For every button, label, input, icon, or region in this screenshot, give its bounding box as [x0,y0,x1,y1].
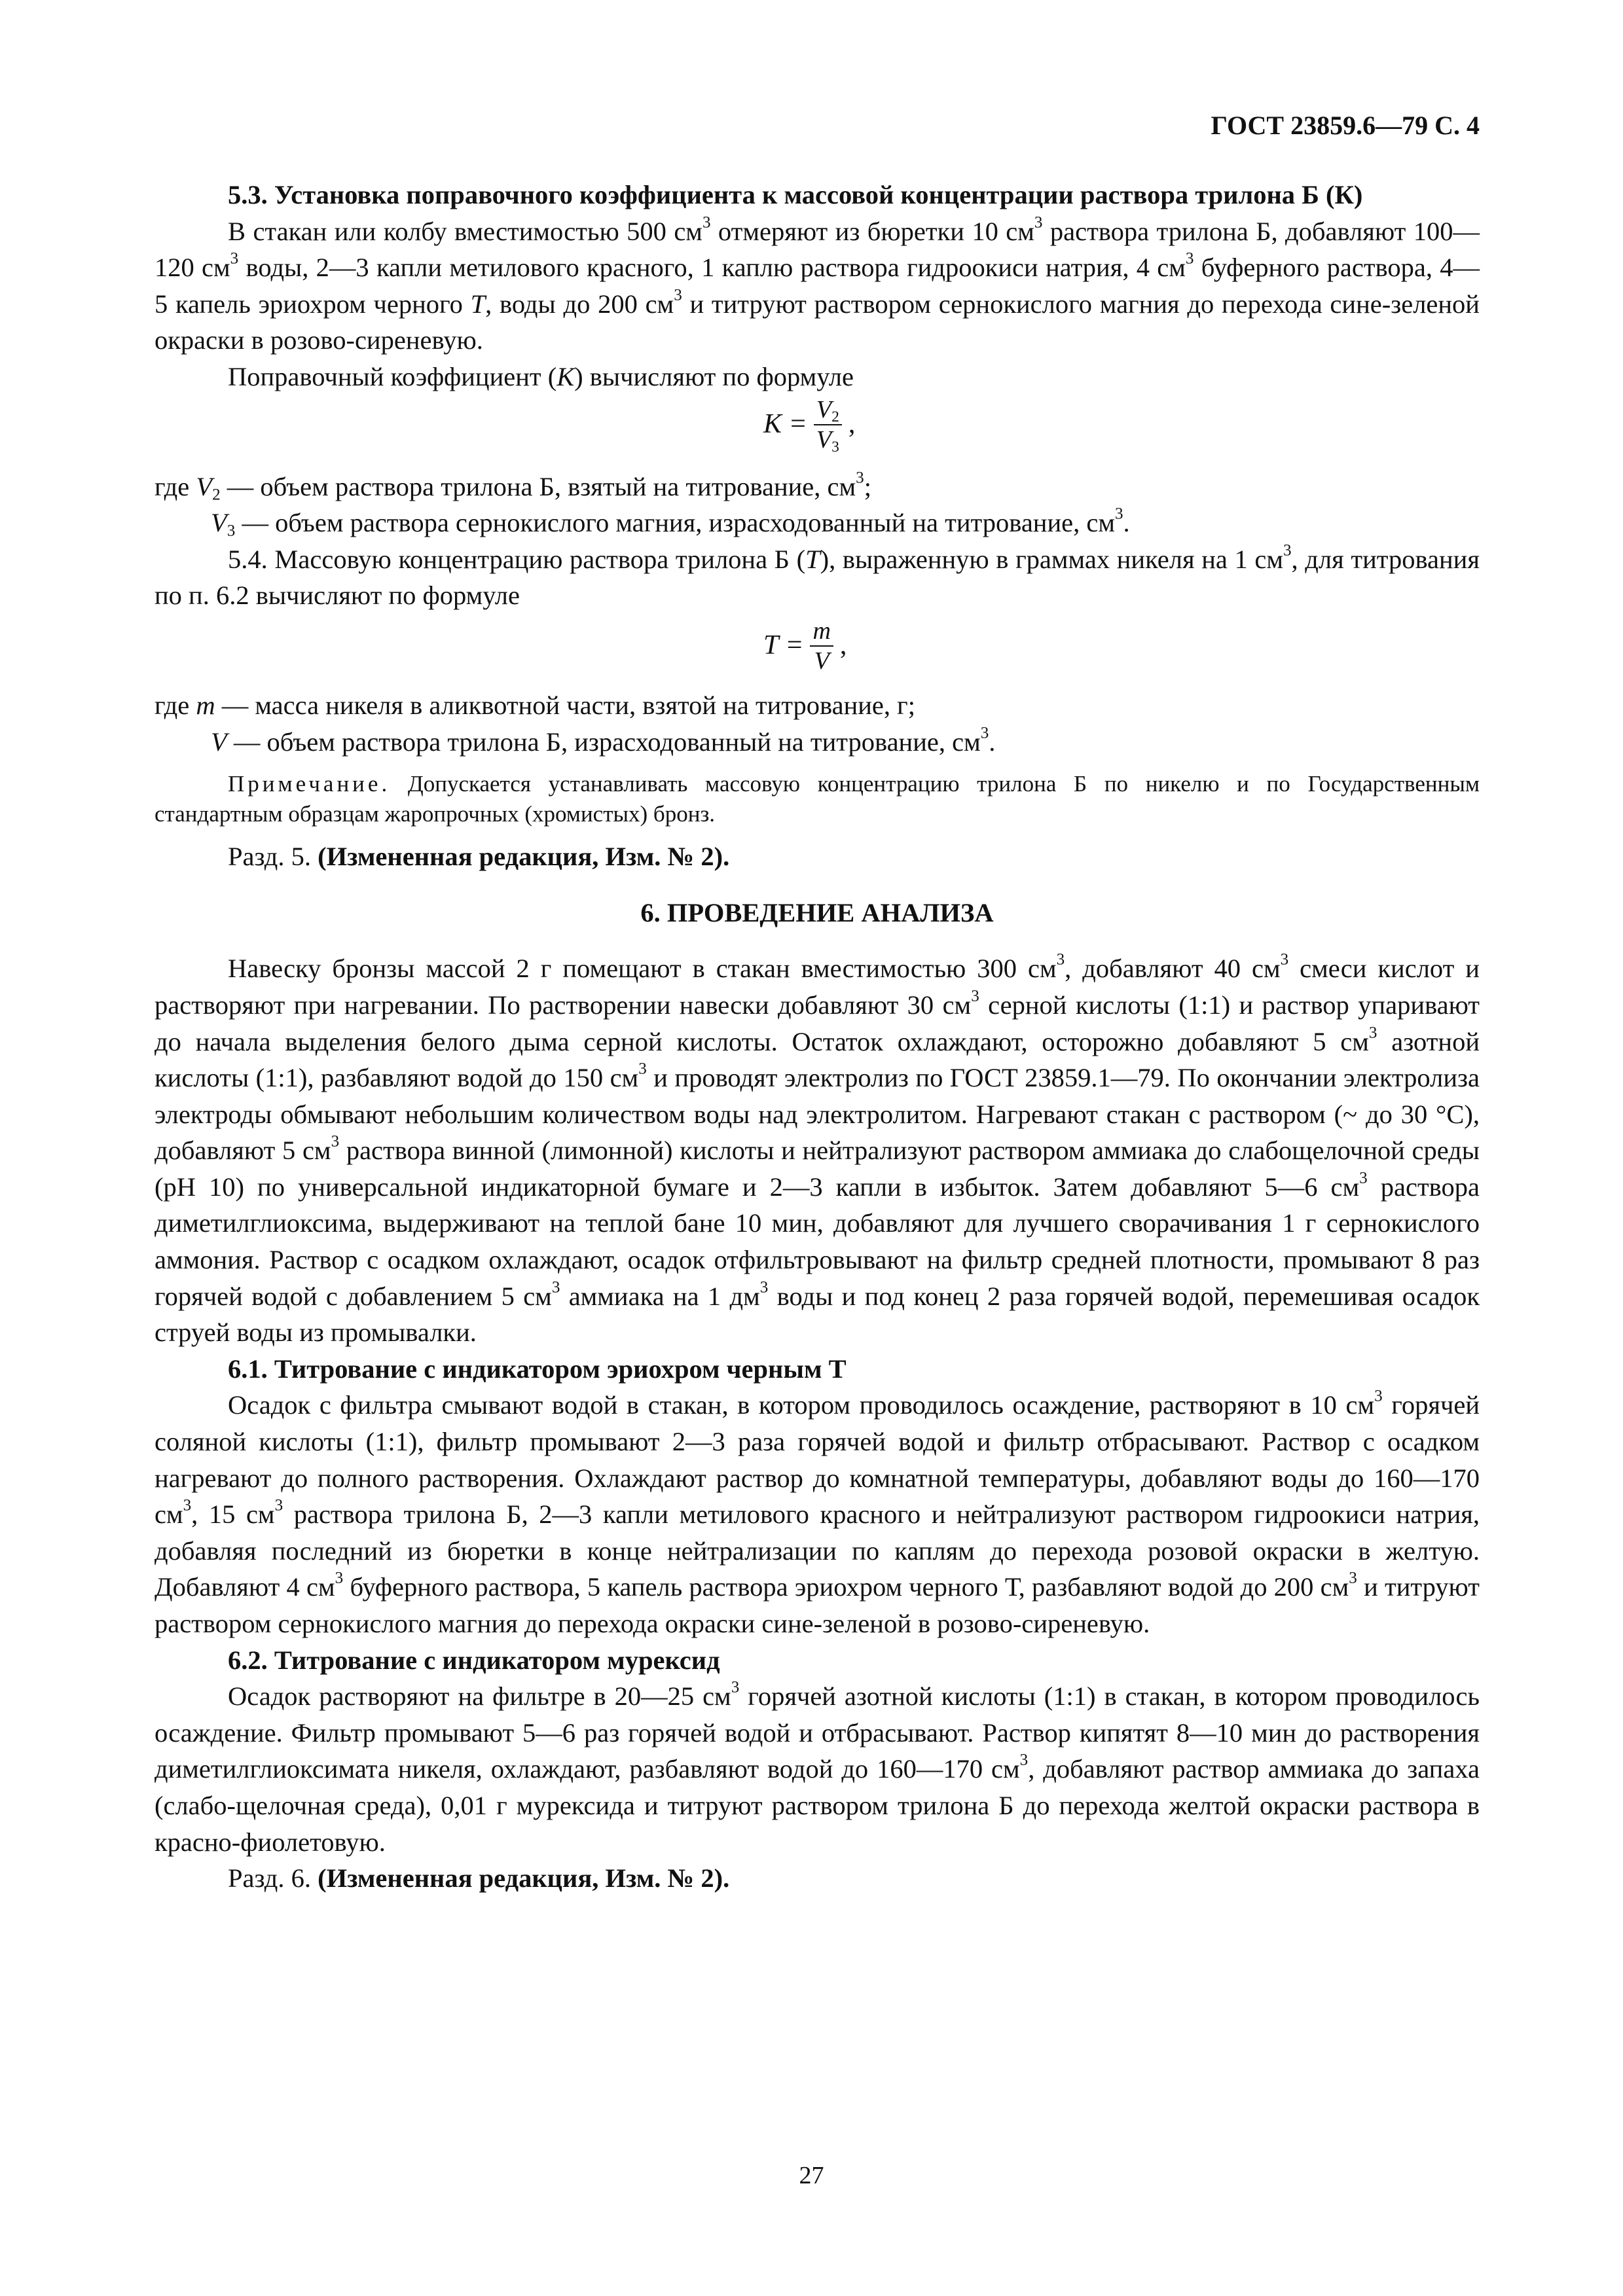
where-m: где m — масса никеля в аликвотной части, взятой на титрование, г; [155,690,916,720]
document-header: ГОСТ 23859.6—79 С. 4 [1211,111,1480,140]
razd-6-amendment: Разд. 6. (Измененная редакция, Изм. № 2). [228,1863,730,1893]
section-6-2-paragraph: Осадок растворяют на фильтре в 20—25 $см^3$ горячей азотной кислоты (1:1) в стакан, в котором проводилось осаждение. Фильтр промывают 5—6 раз горячей водой и отбрасывают. Раствор кипятят 8—10 мин до растворения диметилглиоксимата никеля, охлаждают, разбавляют водой до 160—170 $см^3$, добавляют раствор аммиака до запаха (слабо-щелочная среда), 0,01 г мурексида и титруют раствором трилона Б до перехода желтой окраски раствора в красно-фиолетовую. [155,1678,1480,1857]
where-v3: $V_3$ — объем раствора сернокислого магния, израсходованный на титрование, $см^3$. [211,505,1130,540]
section-5-4-paragraph: 5.4. Массовую концентрацию раствора трилона Б (Т), выраженную в граммах никеля на 1 $см^3$, для титрования по п. 6.2 вычисляют по формуле [155,541,1480,611]
section-6-paragraph: Навеску бронзы массой 2 г помещают в стакан вместимостью 300 $см^3$, добавляют 40 $см^3$ смеси кислот и растворяют при нагревании. По растворении навески добавляют 30 $см^3$ серной кислоты (1:1) и раствор упаривают до начала выделения белого дыма серной кислоты. Остаток охлаждают, осторожно добавляют 5 $см^3$ азотной кислоты (1:1), разбавляют водой до 150 $см^3$ и проводят электролиз по ГОСТ 23859.1—79. По окончании электролиза электроды обмывают небольшим количеством воды над электролитом. Нагревают стакан с раствором (~ до 30 °С), добавляют 5 $см^3$ раствора винной (лимонной) кислоты и нейтрализуют раствором аммиака до слабощелочной среды (рН 10) по универсальной индикаторной бумаге и 2—3 капли в избыток. Затем добавляют 5—6 $см^3$ раствора диметилглиоксима, выдерживают на теплой бане 10 мин, добавляют для лучшего сворачивания 1 г сернокислого аммония. Раствор с осадком охлаждают, осадок отфильтровывают на фильтр средней плотности, промывают 8 раз горячей водой с добавлением 5 $см^3$ аммиака на 1 $дм^3$ воды и под конец 2 раза горячей водой, перемешивая осадок струей воды из промывалки. [155,950,1480,1348]
formula-t: T = $\frac{m}{V}$ , [763,617,847,675]
section-6-1-paragraph: Осадок с фильтра смывают водой в стакан, в котором проводилось осаждение, растворяют в 10 $см^3$ горячей соляной кислоты (1:1), фильтр промывают 2—3 раза горячей водой и фильтр отбрасывают. Раствор с осадком нагревают до полного растворения. Охлаждают раствор до комнатной температуры, добавляют воды до 160—170 $см^3$, 15 $см^3$ раствора трилона Б, 2—3 капли метилового красного и нейтрализуют раствором гидроокиси натрия, добавляя последний из бюретки в конце нейтрализации по каплям до перехода розовой окраски в желтую. Добавляют 4 $см^3$ буферного раствора, 5 капель раствора эриохром черного Т, разбавляют водой до 200 $см^3$ и титруют раствором сернокислого магния до перехода окраски сине-зеленой в розово-сиреневую. [155,1387,1480,1638]
section-6-title: 6. ПРОВЕДЕНИЕ АНАЛИЗА [640,897,994,927]
page-body [155,0,1480,1897]
section-6-2-title: 6.2. Титрование с индикатором мурексид [228,1645,720,1675]
page-number: 27 [799,2162,824,2189]
section-6-1-title: 6.1. Титрование с индикатором эриохром черным Т [228,1354,847,1384]
razd-5-amendment: Разд. 5. (Измененная редакция, Изм. № 2). [228,842,730,872]
section-5-3-paragraph: В стакан или колбу вместимостью 500 $см^3$ отмеряют из бюретки 10 $см^3$ раствора трилона Б, добавляют 100—120 $см^3$ воды, 2—3 капли метилового красного, 1 каплю раствора гидроокиси натрия, 4 $см^3$ буферного раствора, 4—5 капель эриохром черного Т, воды до 200 $см^3$ и титруют раствором сернокислого магния до перехода сине-зеленой окраски в розово-сиреневую. [155,213,1480,355]
formula-k: K = $\frac{V_2}{V_3}$ , [763,395,856,456]
where-v: V — объем раствора трилона Б, израсходованный на титрование, $см^3$. [211,723,996,757]
section-5-3-title: 5.3. Установка поправочного коэффициента к массовой концентрации раствора трилона Б (К) [228,180,1363,209]
note: Примечание. Допускается устанавливать массовую концентрацию трилона Б по никелю и по Государственным стандартным образцам жаропрочных (хромистых) бронз. [155,771,1480,827]
where-v2: где $V_2$ — объем раствора трилона Б, взятый на титрование, $см^3$; [155,468,871,503]
section-5-3-formula-intro: Поправочный коэффициент (К) вычисляют по формуле [228,361,854,391]
